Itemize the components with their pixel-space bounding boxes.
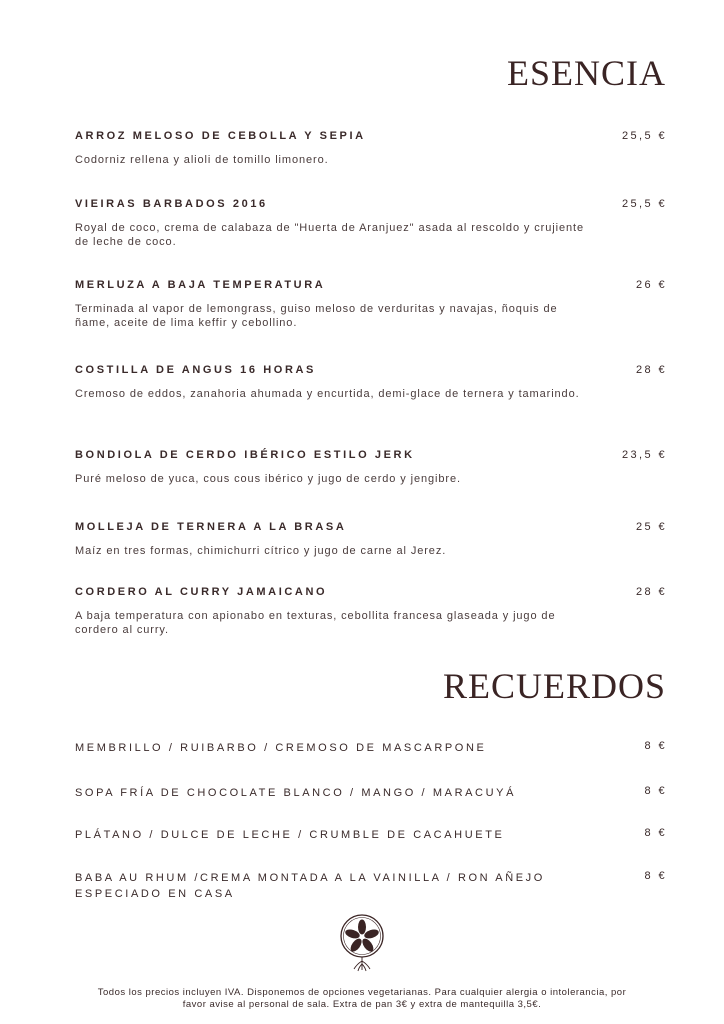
dish-price: 26 € [635,279,667,291]
dish-name: MOLLEJA DE TERNERA A LA BRASA [75,521,347,533]
dish-price: 28 € [635,586,667,598]
section-title-esencia: ESENCIA [507,53,666,93]
dessert-price: 8 € [644,870,667,882]
dish-price: 28 € [635,364,667,376]
dish-description: Terminada al vapor de lemongrass, guiso meloso de verduritas y navajas, ñoquis de ñame, aceite de lima keffir y cebollino. [75,303,558,329]
dish-description: Codorniz rellena y alioli de tomillo limonero. [75,154,329,166]
dish-description: Maíz en tres formas, chimichurri cítrico y jugo de carne al Jerez. [75,545,447,557]
dish-description: Cremoso de eddos, zanahoria ahumada y encurtida, demi-glace de ternera y tamarindo. [75,388,580,400]
dish-price: 25,5 € [622,130,667,142]
dish-item [75,130,667,167]
dish-item [75,521,667,558]
dessert-name: MEMBRILLO / RUIBARBO / CREMOSO DE MASCARPONE [75,742,487,754]
dish-description: A baja temperatura con apionabo en texturas, cebollita francesa glaseada y jugo de cordero al curry. [75,610,556,636]
dessert-item [75,827,667,843]
dish-description: Royal de coco, crema de calabaza de "Huerta de Aranjuez" asada al rescoldo y crujiente de leche de coco. [75,222,584,248]
dessert-name: SOPA FRÍA DE CHOCOLATE BLANCO / MANGO / MARACUYÁ [75,787,517,799]
dessert-name: PLÁTANO / DULCE DE LECHE / CRUMBLE DE CACAHUETE [75,829,505,841]
dessert-item [75,870,667,902]
dessert-item [75,785,667,801]
dish-description: Puré meloso de yuca, cous cous ibérico y jugo de cerdo y jengibre. [75,473,461,485]
dessert-name: BABA AU RHUM /CREMA MONTADA A LA VAINILLA / RON AÑEJO ESPECIADO EN CASA [75,872,545,900]
dessert-item [75,740,667,756]
dish-name: CORDERO AL CURRY JAMAICANO [75,586,328,598]
dish-item [75,586,667,637]
dish-price: 23,5 € [622,449,667,461]
dish-price: 25,5 € [622,198,667,210]
footer-line: favor avise al personal de sala. Extra de pan 3€ y extra de mantequilla 3,5€. [182,999,542,1010]
dessert-price: 8 € [644,827,667,839]
dish-name: ARROZ MELOSO DE CEBOLLA Y SEPIA [75,130,366,142]
dessert-price: 8 € [644,785,667,797]
dish-name: MERLUZA A BAJA TEMPERATURA [75,279,326,291]
dish-name: BONDIOLA DE CERDO IBÉRICO ESTILO JERK [75,449,415,461]
section-title-recuerdos: RECUERDOS [442,666,666,706]
dish-item [75,364,667,401]
dessert-price: 8 € [644,740,667,752]
flower-seal-icon [338,912,386,972]
dish-price: 25 € [635,521,667,533]
dish-name: VIEIRAS BARBADOS 2016 [75,198,268,210]
dish-item [75,198,667,249]
dish-name: COSTILLA DE ANGUS 16 HORAS [75,364,316,376]
footer-note [40,987,684,1011]
footer-line: Todos los precios incluyen IVA. Disponemos de opciones vegetarianas. Para cualquier alergia o intolerancia, por [97,987,627,998]
dish-item [75,279,667,330]
dish-item [75,449,667,486]
